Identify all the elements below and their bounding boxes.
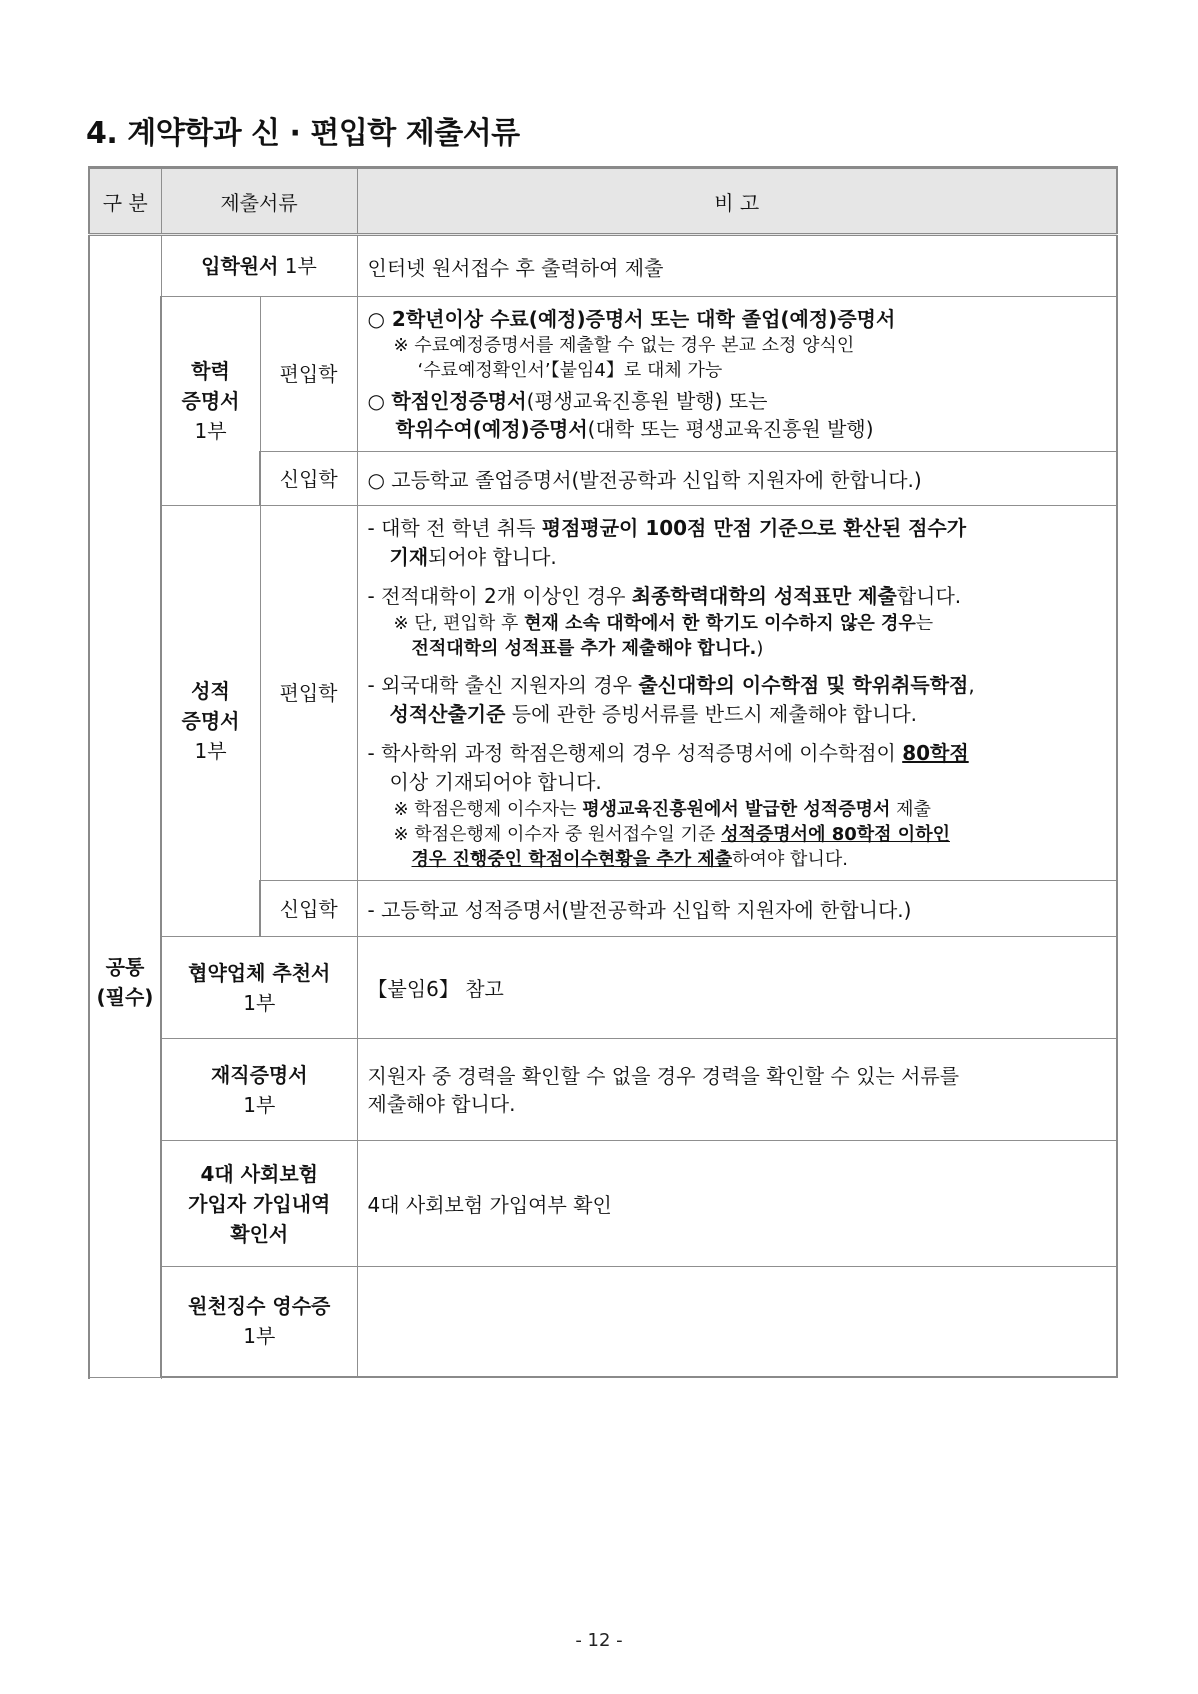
doc-name-cell (161, 235, 357, 297)
emphasis: 학위수여(예정)증명서 (395, 417, 588, 441)
remark-note: ‘수료예정확인서’【붙임4】로 대체 가능 (417, 360, 723, 381)
remark-note (368, 611, 1107, 636)
doc-name: 재직증명서 (210, 1062, 308, 1087)
text: - 전적대학이 2개 이상인 경우 (367, 584, 632, 608)
text: (평생교육진흥원 발행) 또는 (526, 389, 768, 413)
remark-line: 지원자 중 경력을 확인할 수 없을 경우 경력을 확인할 수 있는 서류를 (367, 1063, 960, 1088)
remark-note: ※ 수료예정증명서를 제출할 수 없는 경우 본교 소정 양식인 (393, 335, 855, 356)
text: 는 (915, 613, 934, 634)
admission-type: 신입학 (260, 881, 357, 937)
text: 합니다. (896, 584, 962, 608)
remark-line (368, 582, 1107, 611)
emphasis: 성적산출기준 (389, 702, 506, 726)
page-title: 4. 계약학과 신 · 편입학 제출서류 (86, 116, 520, 151)
remark-line (368, 514, 1107, 543)
doc-name-line: 학력 (191, 359, 230, 383)
group-cell (89, 235, 161, 1378)
emphasis: 출신대학의 이수학점 및 학위취득학점 (638, 673, 969, 697)
doc-name: 원천징수 영수증 (188, 1294, 331, 1319)
remark-text: ○ 고등학교 졸업증명서(발전공학과 신입학 지원자에 한합니다.) (367, 468, 922, 492)
table-row (89, 1141, 1117, 1267)
remark-cell (357, 1141, 1117, 1267)
table-row (89, 235, 1117, 297)
emphasis: 성적증명서에 80학점 이하인 (721, 824, 950, 845)
remark-line (368, 543, 1107, 572)
text: - 대학 전 학년 취득 (367, 516, 542, 540)
doc-count: 1부 (284, 254, 317, 278)
remark-text: 【붙임6】 참고 (367, 977, 504, 1001)
doc-name-cell (161, 937, 357, 1039)
doc-name-line: 성적 (191, 679, 230, 703)
table-row (89, 1039, 1117, 1141)
group-name: 공통 (105, 954, 145, 979)
text: ※ 학점은행제 이수자는 (393, 799, 583, 820)
remark-note (368, 636, 1107, 661)
text: - 외국대학 출신 지원자의 경우 (367, 673, 639, 697)
emphasis: 현재 소속 대학에서 한 학기도 이수하지 않은 경우 (524, 613, 916, 634)
table-row (89, 506, 1117, 881)
doc-name-cell (161, 506, 260, 937)
remark-cell (357, 297, 1117, 452)
emphasis: 기재 (389, 545, 429, 569)
doc-name: 협약업체 추천서 (188, 960, 331, 985)
table-header-row (89, 168, 1117, 235)
doc-count: 1부 (194, 419, 227, 443)
group-sub: (필수) (96, 984, 154, 1009)
table-row (89, 1267, 1117, 1377)
doc-name-line: 4대 사회보험 (200, 1161, 318, 1186)
admission-type: 신입학 (260, 452, 357, 506)
doc-count: 1부 (243, 1324, 276, 1349)
doc-count: 1부 (243, 990, 276, 1015)
remark-cell (357, 1267, 1117, 1377)
remark-text: - 고등학교 성적증명서(발전공학과 신입학 지원자에 한합니다.) (367, 898, 912, 922)
remark-line: 제출해야 합니다. (367, 1091, 516, 1116)
remark-note (368, 847, 1107, 872)
doc-name-cell (161, 1267, 357, 1377)
remark-line (368, 671, 1107, 700)
emphasis: 80학점 (902, 741, 969, 765)
doc-name-line: 증명서 (181, 389, 240, 413)
admission-type: 편입학 (260, 297, 357, 452)
header-category: 구 분 (89, 168, 161, 235)
emphasis: 전적대학의 성적표를 추가 제출해야 합니다. (411, 638, 757, 659)
text: , (968, 673, 975, 697)
remark-cell (357, 881, 1117, 937)
text: (대학 또는 평생교육진흥원 발행) (587, 417, 874, 441)
table-row (89, 297, 1117, 452)
admission-type: 편입학 (260, 506, 357, 881)
remark-line (368, 415, 1107, 443)
doc-name-line: 증명서 (181, 709, 240, 733)
documents-table (88, 166, 1118, 1378)
emphasis: 최종학력대학의 성적표만 제출 (631, 584, 897, 608)
text: 제출 (890, 799, 931, 820)
emphasis: 평점평균이 100점 만점 기준으로 환산된 점수가 (541, 516, 967, 540)
text: ※ 단, 편입학 후 (393, 613, 525, 634)
doc-name-cell (161, 1141, 357, 1267)
remark-line (368, 700, 1107, 729)
page-number: - 12 - (575, 1630, 623, 1651)
text: 되어야 합니다. (428, 545, 557, 569)
text: 등에 관한 증빙서류를 반드시 제출해야 합니다. (505, 702, 918, 726)
remark-cell (357, 452, 1117, 506)
remark-note (368, 822, 1107, 847)
emphasis: 평생교육진흥원에서 발급한 성적증명서 (582, 799, 891, 820)
remark-text: 4대 사회보험 가입여부 확인 (367, 1193, 612, 1217)
remark-line (368, 387, 1107, 415)
text: ) (756, 638, 764, 659)
remark-line (368, 739, 1107, 768)
emphasis: 경우 진행중인 학점이수현황을 추가 제출 (411, 849, 733, 870)
remark-line: 이상 기재되어야 합니다. (389, 770, 602, 794)
remark-line: ○ 2학년이상 수료(예정)증명서 또는 대학 졸업(예정)증명서 (367, 307, 896, 331)
doc-count: 1부 (194, 739, 227, 763)
remark-cell (357, 1039, 1117, 1141)
remark-note (368, 797, 1107, 822)
header-documents: 제출서류 (161, 168, 357, 235)
bullet: ○ (367, 389, 392, 413)
doc-name-cell (161, 1039, 357, 1141)
remark-cell (357, 506, 1117, 881)
doc-name-line: 가입자 가입내역 (188, 1191, 331, 1216)
remark-cell (357, 235, 1117, 297)
text: - 학사학위 과정 학점은행제의 경우 성적증명서에 이수학점이 (367, 741, 903, 765)
remark-cell (357, 937, 1117, 1039)
text: 하여야 합니다. (732, 849, 848, 870)
doc-name: 입학원서 (201, 254, 279, 278)
doc-name-cell (161, 297, 260, 506)
text: ※ 학점은행제 이수자 중 원서접수일 기준 (393, 824, 722, 845)
header-remarks: 비 고 (357, 168, 1117, 235)
emphasis: 학점인정증명서 (391, 389, 527, 413)
remark-text: 인터넷 원서접수 후 출력하여 제출 (367, 255, 664, 280)
table-row (89, 937, 1117, 1039)
doc-name-line: 확인서 (230, 1221, 289, 1246)
doc-count: 1부 (243, 1092, 276, 1117)
